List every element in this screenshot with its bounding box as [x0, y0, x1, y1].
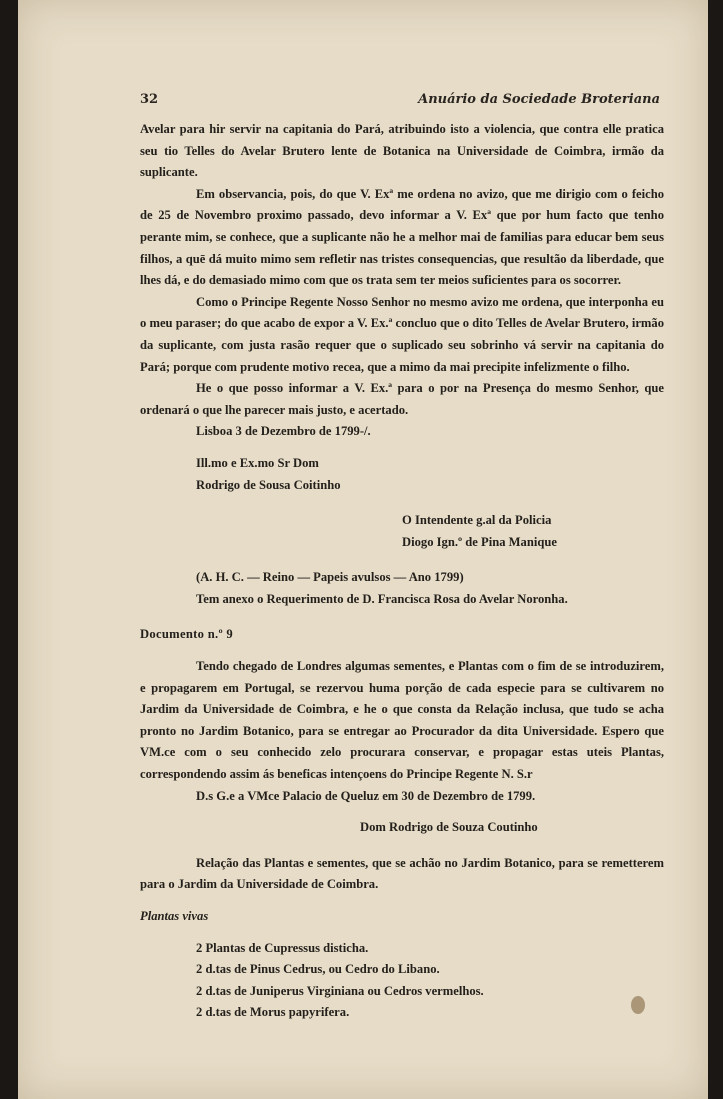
paragraph: Como o Principe Regente Nosso Senhor no mesmo avizo me ordena, que interponha eu o meu paraser; do que acabo de expor a V. Ex.ª concluo que o dito Telles de Avelar Brutero, irmão da suplicante, com justa rasão requer que o suplicado seu sobrinho vá servir na capitania do Pará; porque com prudente motivo recea, que a mimo da mai precipite infelizmente o filho.: [140, 294, 664, 374]
signature-line: O Intendente g.al da Policia: [402, 513, 552, 528]
running-title: Anuário da Sociedade Broteriana: [418, 92, 660, 107]
list-item: 2 d.tas de Pinus Cedrus, ou Cedro do Libano.: [196, 962, 440, 977]
addressee-line: Rodrigo de Sousa Coitinho: [196, 477, 341, 492]
list-item: 2 d.tas de Juniperus Virginiana ou Cedros vermelhos.: [196, 983, 484, 998]
annex-note: Tem anexo o Requerimento de D. Francisca Rosa do Avelar Noronha.: [196, 591, 568, 606]
list-item: 2 Plantas de Cupressus disticha.: [196, 940, 369, 955]
paragraph: Avelar para hir servir na capitania do Pará, atribuindo isto a violencia, que contra elle pratica seu tio Telles do Avelar Brutero lente de Botanica na Universidade de Coimbra, irmão da suplicante.: [140, 122, 664, 180]
plant-list: [196, 938, 664, 1024]
paper-stain: [631, 996, 645, 1014]
paragraph: Em observancia, pois, do que V. Exª me ordena no avizo, que me dirigio com o feicho de 25 de Novembro proximo passado, devo informar a V. Exª que por hum facto que tenho perante mim, se conhece, que a suplicante não he a melhor mai de familias para educar bem seus filhos, a quē dá muito mimo sem refletir nas tristes consequencias, que resultão da liberdade, que lhes dá, e do demasiado mimo com que os trata sem ter meios suficientes para os socorrer.: [140, 186, 664, 288]
list-item: 2 d.tas de Morus papyrifera.: [196, 1005, 350, 1020]
date-line: D.s G.e a VMce Palacio de Queluz em 30 de Dezembro de 1799.: [196, 788, 536, 803]
page-body: [140, 119, 664, 1024]
date-line: Lisboa 3 de Dezembro de 1799-/.: [196, 424, 371, 439]
page-number: 32: [140, 92, 159, 107]
paragraph: Tendo chegado de Londres algumas sementes, e Plantas com o fim de se introduzirem, e propagarem em Portugal, se rezervou huma porção de cada especie para se cultivarem no Jardim da Universidade de Coimbra, e he o que consta da Relação inclusa, que tudo se acha pronto no Jardim Botanico, para se entregar ao Procurador da dita Universidade. Espero que VM.ce com o seu conhecido zelo procurara conservar, e propagar estas uteis Plantas, correspondendo assim ás beneficas intençoens do Principe Regente N. S.r: [140, 659, 664, 782]
document-heading: Documento n.º 9: [140, 627, 233, 642]
page-header: [140, 92, 660, 112]
paragraph: He o que posso informar a V. Ex.ª para o por na Presença do mesmo Senhor, que ordenará o que lhe parecer mais justo, e acertado.: [140, 381, 664, 417]
section-subheading: Plantas vivas: [140, 909, 209, 923]
paragraph: Relação das Plantas e sementes, que se achão no Jardim Botanico, para se remetterem para o Jardim da Universidade de Coimbra.: [140, 855, 664, 892]
signature-line: Diogo Ign.º de Pina Manique: [402, 534, 557, 549]
source-citation: (A. H. C. — Reino — Papeis avulsos — Ano 1799): [196, 570, 464, 585]
addressee-line: Ill.mo e Ex.mo Sr Dom: [196, 455, 319, 470]
document-page: [18, 0, 708, 1099]
signature-line: Dom Rodrigo de Souza Coutinho: [360, 820, 538, 835]
